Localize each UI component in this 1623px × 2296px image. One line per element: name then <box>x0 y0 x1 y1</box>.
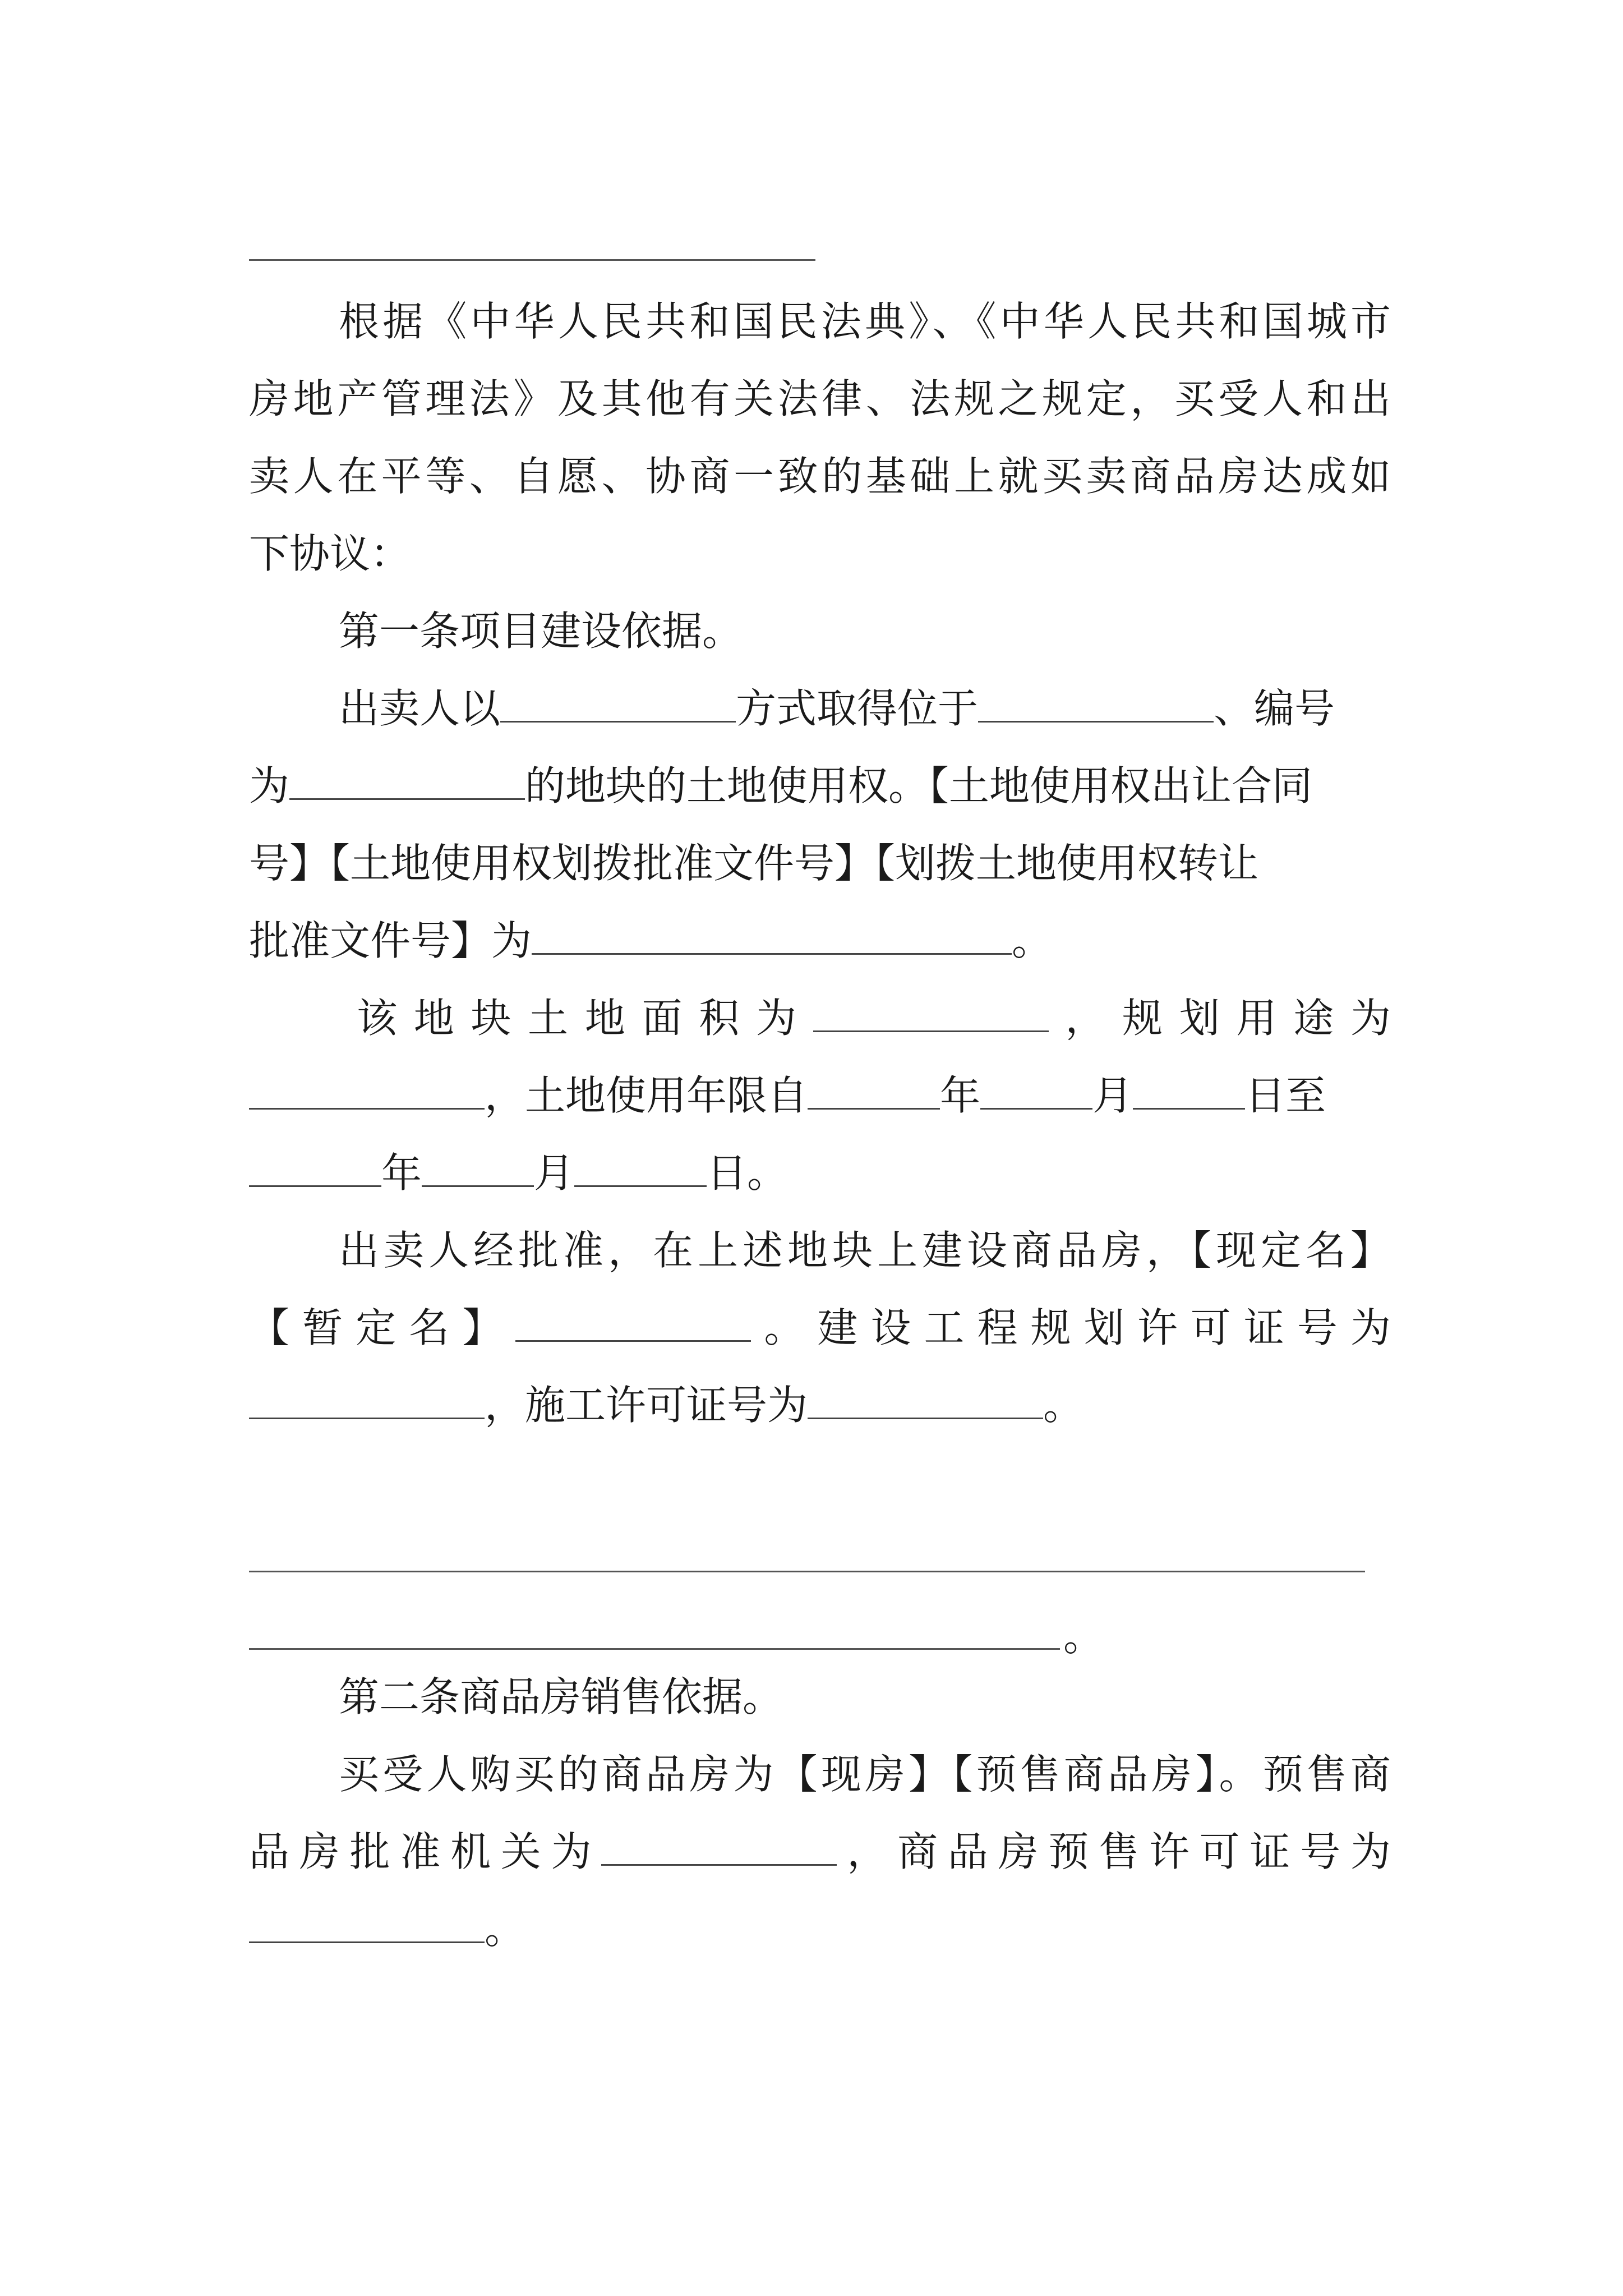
top-blank-line <box>249 259 815 261</box>
text-term-from: ，土地使用年限自 <box>485 1072 808 1119</box>
article1-p1-line4 <box>249 915 1391 966</box>
article1-p1-line2 <box>249 761 1391 811</box>
text-approval-doc: 批准文件号】为 <box>249 917 532 964</box>
blank-start-month <box>980 1072 1092 1110</box>
article2-p1-line1 <box>339 1749 1391 1800</box>
article1-p1-line3 <box>249 838 1391 889</box>
text-period-4: 。 <box>485 1906 525 1953</box>
blank-land-area <box>813 995 1049 1032</box>
blank-planned-use <box>249 1072 485 1110</box>
preamble-text-3: 卖人在平等、自愿、协商一致的基础上就买卖商品房达成如 <box>249 453 1391 500</box>
article1-title-text: 第一条项目建设依据。 <box>339 608 743 655</box>
blank-parcel-number <box>289 762 525 800</box>
blank-presale-permit <box>249 1906 485 1943</box>
blank-end-year <box>249 1149 381 1187</box>
text-seller-approved: 出卖人经批准，在上述地块上建设商品房，【现定名】 <box>339 1227 1391 1274</box>
blank-location <box>978 685 1214 723</box>
text-period-1: 。 <box>1012 917 1053 964</box>
article2-p1-line3 <box>249 1904 1391 1954</box>
article2-p1-line2 <box>249 1826 1391 1877</box>
text-year-2: 年 <box>381 1149 422 1197</box>
preamble-line-2 <box>249 374 1391 424</box>
text-allocation-numbers: 号】【土地使用权划拨批准文件号】【划拨土地使用权转让 <box>249 840 1259 887</box>
article1-p3-line2 <box>249 1303 1391 1353</box>
text-construction-permit: ，施工许可证号为 <box>485 1382 808 1429</box>
article1-p3-line3 <box>249 1380 1391 1430</box>
text-tentative-name: 【暂定名】 <box>249 1304 516 1351</box>
article2-title-text: 第二条商品房销售依据。 <box>339 1673 783 1720</box>
preamble-text-1: 根据《中华人民共和国民法典》、《中华人民共和国城市 <box>339 298 1391 345</box>
blank-start-year <box>808 1072 940 1110</box>
blank-start-day <box>1133 1072 1245 1110</box>
text-as: 为 <box>249 762 290 809</box>
text-month-1: 月 <box>1092 1072 1133 1119</box>
text-period-2: 。 <box>1043 1382 1084 1429</box>
article2-title <box>339 1672 1391 1722</box>
blank-construction-permit <box>808 1382 1043 1419</box>
article1-title <box>339 606 1391 656</box>
blank-acquire-method <box>500 685 736 723</box>
article1-p2-line2 <box>249 1070 1391 1121</box>
text-number: 、编号 <box>1214 685 1335 732</box>
text-month-2: 月 <box>534 1149 575 1197</box>
text-land-use-right: 的地块的土地使用权。【土地使用权出让合同 <box>525 762 1313 809</box>
text-presale-permit: ，商品房预售许可证号为 <box>837 1828 1391 1875</box>
blank-approval-doc-number <box>532 917 1012 955</box>
text-buyer-purchase: 买受人购买的商品房为【现房】【预售商品房】。预售商 <box>339 1751 1391 1798</box>
text-day-end: 日。 <box>707 1149 788 1197</box>
article1-p1-line1 <box>339 683 1391 734</box>
text-approval-authority: 品房批准机关为 <box>249 1828 602 1875</box>
preamble-line-3 <box>249 451 1391 501</box>
text-method-located: 方式取得位于 <box>736 685 979 732</box>
long-blank-line-1 <box>249 1571 1365 1572</box>
article1-p2-line3 <box>249 1148 1391 1198</box>
blank-planning-permit <box>249 1382 485 1419</box>
preamble-text-4: 下协议： <box>249 530 411 577</box>
blank-end-day <box>574 1149 707 1187</box>
preamble-line-4 <box>249 528 1391 579</box>
article1-p3-line1 <box>339 1225 1391 1276</box>
text-day-to: 日至 <box>1245 1072 1326 1119</box>
blank-approval-authority <box>601 1828 837 1866</box>
long-blank-line-2 <box>249 1648 1060 1650</box>
text-period-3: 。 <box>1063 1613 1104 1660</box>
article1-p2-line1 <box>357 993 1391 1043</box>
long-blank-line-2-end <box>1063 1611 1131 1662</box>
blank-end-month <box>422 1149 534 1187</box>
text-land-area: 该地块土地面积为 <box>357 995 813 1042</box>
text-seller-by: 出卖人以 <box>339 685 501 732</box>
preamble-text-2: 房地产管理法》及其他有关法律、法规之规定，买受人和出 <box>249 375 1391 422</box>
text-year-1: 年 <box>940 1072 981 1119</box>
text-planned-use: ，规划用途为 <box>1048 995 1391 1042</box>
text-planning-permit: 。建设工程规划许可证号为 <box>751 1304 1391 1351</box>
preamble-line-1 <box>339 296 1391 347</box>
blank-project-name <box>515 1304 751 1342</box>
